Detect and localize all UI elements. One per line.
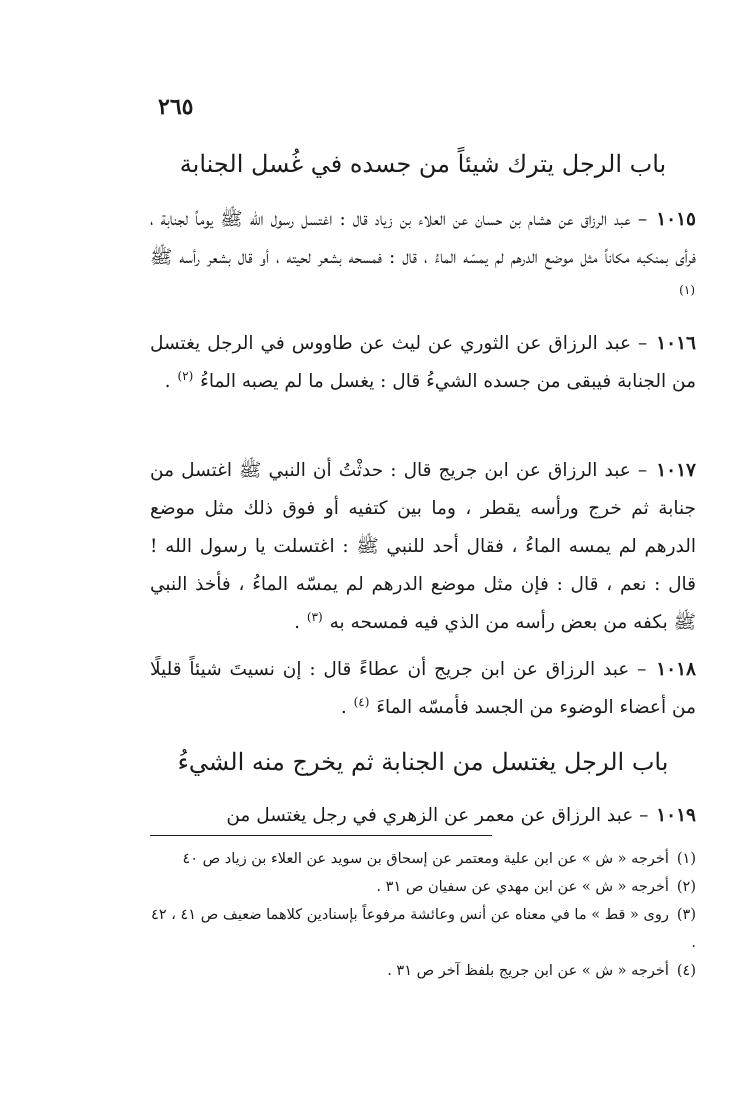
end-mark: . [340,697,347,718]
hadith-text: – عبد الرزاق عن ابن جريج قال : حدثْتُ أن النبي ﷺ اغتسل من جنابة ثم خرج ورأسه يقطر ، وما بين كتفيه أو فوق ذلك مثل موضع الدرهم لم يمسه الماءُ ، فقال أحد للنبي ﷺ : اغتسلت يا رسول الله ! قال : نعم ، قال : فإن مثل موضع الدرهم لم يمسّه الماءُ ، فأخذ النبي ﷺ بكفه من بعض رأسه من الذي فيه فمسحه به [150,460,696,633]
hadith-text: – عبد الرزاق عن الثوري عن ليث عن طاووس في الرجل يغتسل من الجنابة فيبقى من جسده الشيءُ قال : يغسل ما لم يصبه الماءُ [150,333,696,392]
footnote-ref: (٢) [177,368,194,383]
hadith-text: – عبد الرزاق عن معمر عن الزهري في رجل يغتسل من [226,805,649,826]
hadith-number: ١٠١٧ [656,460,696,481]
hadith-1017 [150,452,696,642]
footnotes [150,845,696,985]
footnote-1 [150,845,696,873]
hadith-1018 [150,651,696,727]
hadith-1015 [150,201,696,315]
footnote-marker: (١) [676,851,696,867]
chapter-heading-1: باب الرجل يترك شيئاً من جسده في غُسل الجنابة [179,150,667,178]
hadith-number: ١٠١٨ [656,659,696,680]
footnote-ref: (٤) [353,694,370,709]
hadith-number: ١٠١٩ [656,805,696,826]
hadith-number: ١٠١٥ [656,209,696,230]
footnote-4 [150,957,696,985]
chapter-heading-2: باب الرجل يغتسل من الجنابة ثم يخرج منه الشيءُ [177,748,669,776]
footnote-text: أخرجه « ش » عن ابن مهدي عن سفيان ص ٣١ . [376,879,669,895]
footnote-marker: (٢) [676,879,696,895]
footnote-divider [150,835,492,836]
hadith-text: – عبد الرزاق عن هشام بن حسان عن العلاء بن زياد قال : اغتسل رسول الله ﷺ يوماً لجنابة ، فرأى بمنكبه مكاناً مثل موضع الدرهم لم يمسّه الماءُ ، قال : فمسحه بشعر لحيته ، أو قال بشعر رأسه ﷺ [150,209,696,268]
footnote-ref: (١) [679,282,695,297]
hadith-number: ١٠١٦ [656,333,696,354]
footnote-text: روى « قط » ما في معناه عن أنس وعائشة مرفوعاً بإسنادين كلاهما ضعيف ص ٤١ ، ٤٢ . [151,907,696,951]
hadith-1019 [150,797,696,835]
footnote-text: أخرجه « ش » عن ابن علية ومعتمر عن إسحاق بن سويد عن العلاء بن زياد ص ٤٠ [182,851,669,867]
footnote-3 [150,901,696,957]
footnote-marker: (٤) [676,963,696,979]
footnote-marker: (٣) [676,907,696,923]
end-mark: . [164,371,171,392]
hadith-text: – عبد الرزاق عن ابن جريج أن عطاءً قال : إن نسيتَ شيئاً قليلًا من أعضاء الوضوء من الجسد فأمسّه الماءَ [150,659,696,718]
end-mark: . [294,612,300,633]
footnote-ref: (٣) [306,609,323,624]
hadith-1016 [150,325,696,401]
footnote-text: أخرجه « ش » عن ابن جريج بلفظ آخر ص ٣١ . [387,963,669,979]
footnote-2 [150,873,696,901]
page-number: ٢٦٥ [158,94,194,120]
